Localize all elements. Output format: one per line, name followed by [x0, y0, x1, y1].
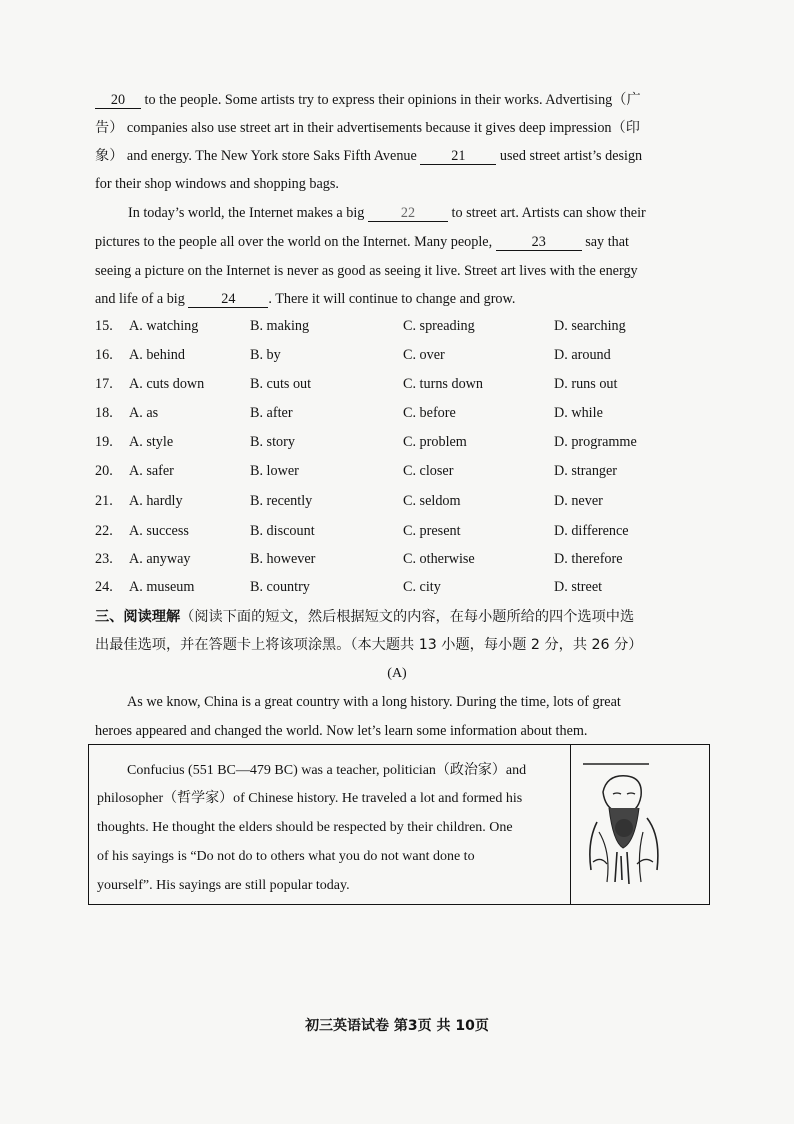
- option-b: B. after: [250, 405, 293, 421]
- blank-22: 22: [368, 205, 448, 222]
- option-b: B. recently: [250, 493, 313, 509]
- confucius-portrait: [577, 752, 705, 897]
- confucius-line-5: yourself”. His sayings are still popular today.: [97, 878, 350, 893]
- intro-line-1: As we know, China is a great country with a long history. During the time, lots of great: [127, 694, 621, 710]
- option-d: D. street: [554, 579, 603, 595]
- option-d: D. searching: [554, 318, 626, 334]
- confucius-line-1: Confucius (551 BC—479 BC) was a teacher, politician（政治家）and: [127, 763, 527, 778]
- option-c: C. over: [403, 347, 445, 363]
- question-18: 18. A. as B. after C. before D. while: [95, 405, 603, 421]
- option-b: B. discount: [250, 523, 315, 539]
- passage-line-8: and life of a big 24 . There it will continue to change and grow.: [95, 291, 516, 307]
- option-b: B. country: [250, 579, 310, 595]
- option-d: D. therefore: [554, 551, 623, 567]
- option-b: B. story: [250, 434, 295, 450]
- confucius-line-3: thoughts. He thought the elders should be respected by their children. One: [97, 820, 513, 835]
- blank-23: 23: [496, 234, 582, 251]
- question-21: 21. A. hardly B. recently C. seldom D. never: [95, 493, 603, 509]
- option-b: B. cuts out: [250, 376, 312, 392]
- page-footer: 初三英语试卷 第3页 共 10页: [305, 1018, 489, 1034]
- passage-line-5: In today’s world, the Internet makes a big 22 to street art. Artists can show their: [128, 205, 646, 221]
- blank-24: 24: [188, 291, 268, 308]
- question-15: 15. A. watching B. making C. spreading D. searching: [95, 318, 626, 334]
- option-c: C. present: [403, 523, 461, 539]
- option-a: A. behind: [129, 347, 185, 363]
- option-c: C. city: [403, 579, 441, 595]
- question-22: 22. A. success B. discount C. present D. difference: [95, 523, 629, 539]
- option-b: B. lower: [250, 463, 299, 479]
- option-d: D. while: [554, 405, 603, 421]
- blank-21: 21: [420, 148, 496, 165]
- passage-line-2: 告） companies also use street art in their advertisements because it gives deep impression（印: [95, 120, 640, 136]
- passage-line-6: pictures to the people all over the world on the Internet. Many people, 23 say that: [95, 234, 629, 250]
- section-3-heading: 三、阅读理解（阅读下面的短文，然后根据短文的内容，在每小题所给的四个选项中选: [95, 609, 635, 625]
- passage-line-3: 象） and energy. The New York store Saks Fifth Avenue 21 used street artist’s design: [95, 148, 643, 164]
- option-d: D. difference: [554, 523, 629, 539]
- option-b: B. however: [250, 551, 316, 567]
- part-label: (A): [387, 666, 407, 681]
- option-a: A. watching: [129, 318, 199, 334]
- option-c: C. otherwise: [403, 551, 475, 567]
- option-a: A. cuts down: [129, 376, 205, 392]
- question-20: 20. A. safer B. lower C. closer D. stranger: [95, 463, 618, 479]
- question-16: 16. A. behind B. by C. over D. around: [95, 347, 611, 363]
- option-c: C. seldom: [403, 493, 461, 509]
- question-24: 24. A. museum B. country C. city D. street: [95, 579, 603, 595]
- question-17: 17. A. cuts down B. cuts out C. turns down D. runs out: [95, 376, 618, 392]
- option-d: D. around: [554, 347, 611, 363]
- option-a: A. hardly: [129, 493, 183, 509]
- option-b: B. making: [250, 318, 310, 334]
- option-a: A. style: [129, 434, 174, 450]
- question-23: 23. A. anyway B. however C. otherwise D. therefore: [95, 551, 623, 567]
- passage-line-1: 20 to the people. Some artists try to express their opinions in their works. Advertising（广: [95, 90, 705, 110]
- option-c: C. problem: [403, 434, 467, 450]
- passage-line-7: seeing a picture on the Internet is never as good as seeing it live. Street art lives with the energy: [95, 263, 638, 279]
- passage-line-4: for their shop windows and shopping bags.: [95, 176, 339, 192]
- intro-line-2: heroes appeared and changed the world. Now let’s learn some information about them.: [95, 723, 588, 739]
- option-c: C. turns down: [403, 376, 484, 392]
- option-a: A. safer: [129, 463, 174, 479]
- question-19: 19. A. style B. story C. problem D. programme: [95, 434, 637, 450]
- confucius-line-4: of his sayings is “Do not do to others what you do not want done to: [97, 849, 475, 864]
- option-b: B. by: [250, 347, 281, 363]
- confucius-line-2: philosopher（哲学家）of Chinese history. He traveled a lot and formed his: [97, 791, 523, 806]
- option-c: C. before: [403, 405, 456, 421]
- option-c: C. closer: [403, 463, 454, 479]
- option-a: A. museum: [129, 579, 195, 595]
- option-c: C. spreading: [403, 318, 475, 334]
- option-d: D. programme: [554, 434, 637, 450]
- option-a: A. anyway: [129, 551, 191, 567]
- blank-20: 20: [95, 92, 141, 109]
- section-3-instruction: 出最佳选项，并在答题卡上将该项涂黑。（本大题共 13 小题，每小题 2 分，共 26 分）: [95, 637, 643, 653]
- option-a: A. success: [129, 523, 189, 539]
- option-a: A. as: [129, 405, 159, 421]
- option-d: D. never: [554, 493, 603, 509]
- option-d: D. runs out: [554, 376, 618, 392]
- option-d: D. stranger: [554, 463, 618, 479]
